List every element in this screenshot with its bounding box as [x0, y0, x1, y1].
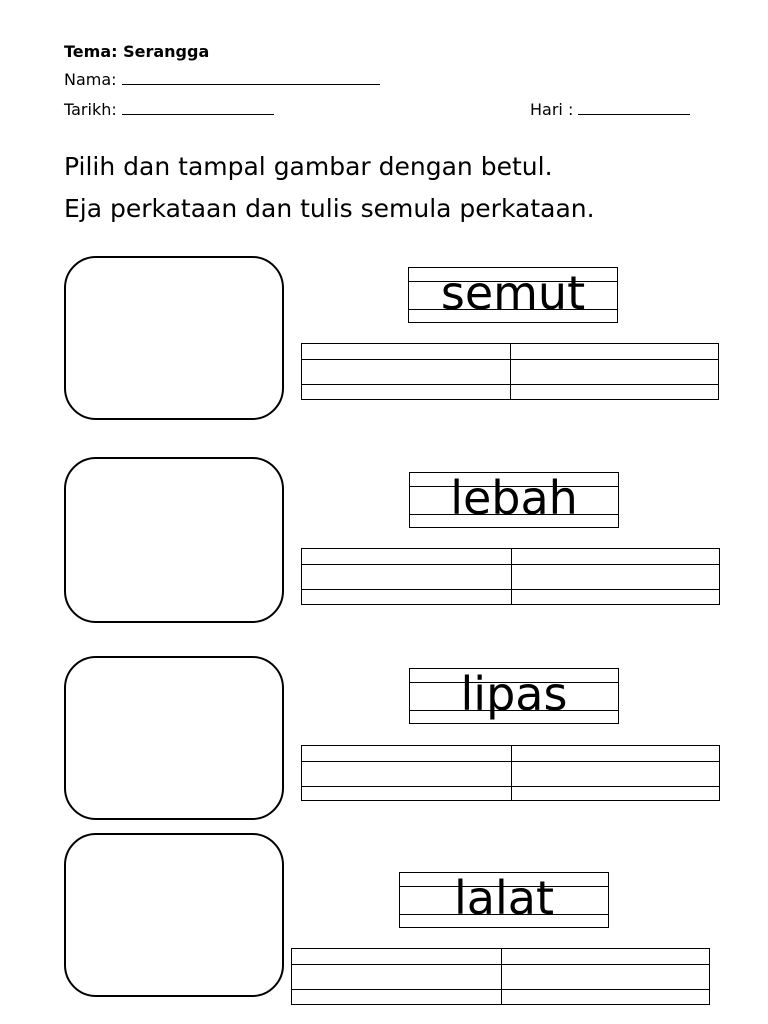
picture-box[interactable]: [64, 833, 284, 997]
word-box: [399, 872, 609, 928]
word-label: lebah: [450, 472, 578, 525]
word-label: semut: [440, 267, 586, 320]
date-field[interactable]: [122, 100, 274, 115]
instruction-line-2: Eja perkataan dan tulis semula perkataan.: [64, 194, 595, 223]
writing-grid[interactable]: [301, 548, 720, 605]
instruction-line-1: Pilih dan tampal gambar dengan betul.: [64, 152, 553, 181]
word-box: [409, 668, 619, 724]
picture-box[interactable]: [64, 656, 284, 820]
word-label: lalat: [454, 872, 554, 925]
picture-box[interactable]: [64, 457, 284, 623]
name-field[interactable]: [122, 70, 380, 85]
day-row: [530, 100, 690, 120]
theme-label: Tema: Serangga: [64, 42, 210, 61]
day-field[interactable]: [578, 100, 690, 115]
theme-title: [64, 42, 209, 62]
word-label: lipas: [460, 668, 568, 721]
date-label: Tarikh:: [64, 100, 117, 119]
writing-grid[interactable]: [301, 343, 719, 400]
day-label: Hari :: [530, 100, 574, 119]
name-label: Nama:: [64, 70, 117, 89]
date-row: [64, 100, 274, 120]
name-row: [64, 70, 380, 90]
word-box: [408, 267, 618, 323]
word-box: [409, 472, 619, 528]
writing-grid[interactable]: [301, 745, 720, 801]
writing-grid[interactable]: [291, 948, 710, 1005]
picture-box[interactable]: [64, 256, 284, 420]
